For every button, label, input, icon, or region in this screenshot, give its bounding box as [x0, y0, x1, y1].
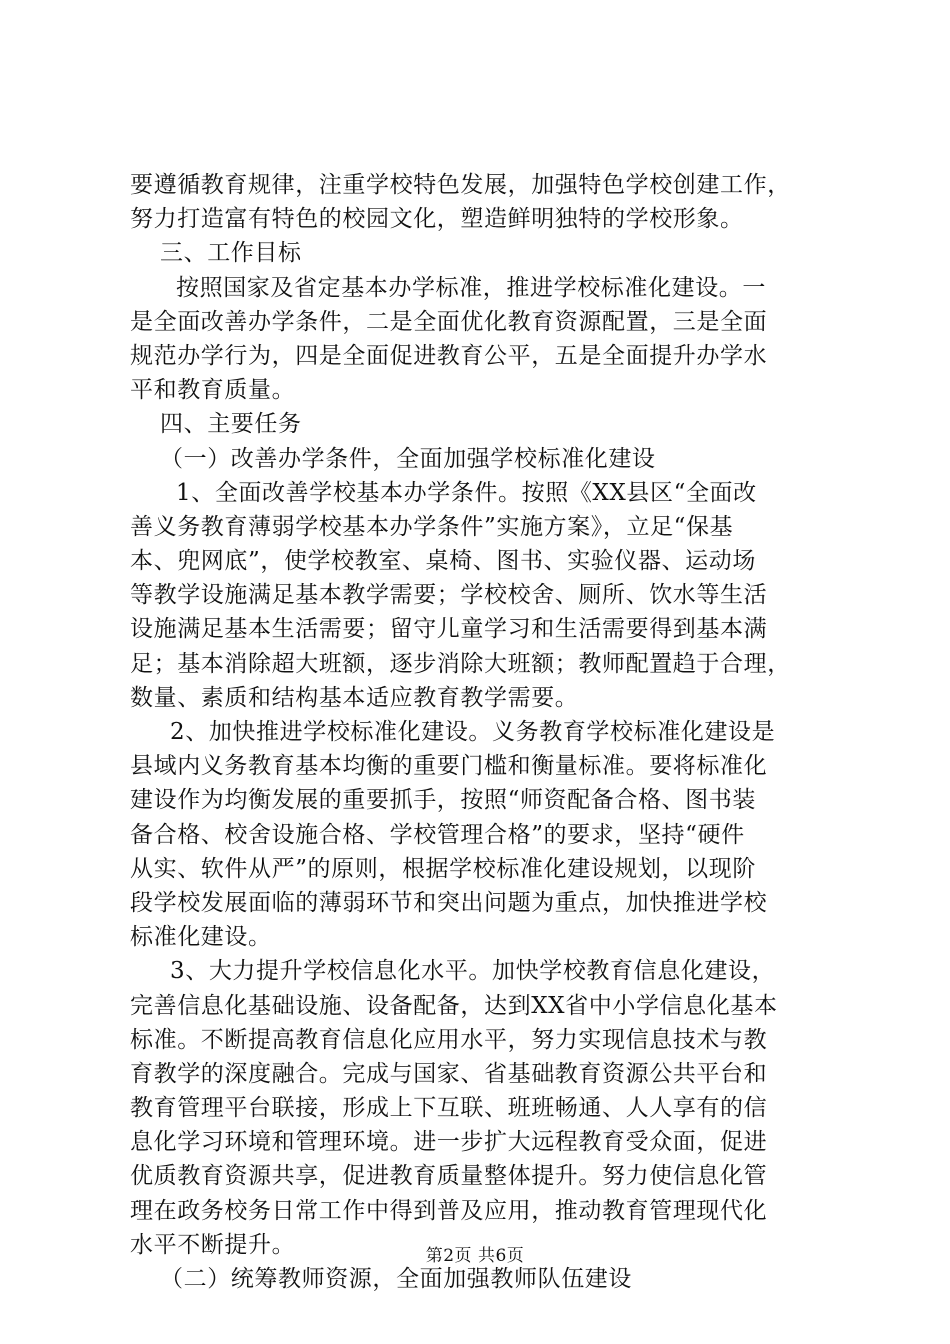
subsection-heading: （一）改善办学条件，全面加强学校标准化建设 [160, 445, 656, 472]
body-line: 标准。不断提高教育信息化应用水平，努力实现信息技术与教 [130, 1026, 768, 1053]
body-line: 从实、软件从严”的原则，根据学校标准化建设规划，以现阶 [130, 855, 756, 882]
body-line: 段学校发展面临的薄弱环节和突出问题为重点，加快推进学校 [130, 889, 768, 916]
body-line: 育教学的深度融合。完成与国家、省基础教育资源公共平台和 [130, 1060, 768, 1087]
body-line: 标准化建设。 [130, 924, 272, 951]
section-heading: 三、工作目标 [160, 240, 302, 267]
body-line: 县域内义务教育基本均衡的重要门槛和衡量标准。要将标准化 [130, 753, 768, 780]
section-heading: 四、主要任务 [160, 411, 302, 438]
body-line: 足；基本消除超大班额，逐步消除大班额；教师配置趋于合理， [130, 650, 791, 677]
body-line: 备合格、校舍设施合格、学校管理合格”的要求，坚持“硬件 [130, 821, 745, 848]
body-line: 建设作为均衡发展的重要抓手，按照“师资配备合格、图书装 [130, 787, 756, 814]
body-line: 平和教育质量。 [130, 377, 296, 404]
body-line: 是全面改善办学条件，二是全面优化教育资源配置，三是全面 [130, 308, 768, 335]
body-line: 数量、素质和结构基本适应教育教学需要。 [130, 684, 579, 711]
body-line: 教育管理平台联接，形成上下互联、班班畅通、人人享有的信 [130, 1095, 768, 1122]
body-line: 水平不断提升。 [130, 1231, 296, 1258]
body-line: 理在政务校务日常工作中得到普及应用，推动教育管理现代化 [130, 1197, 768, 1224]
body-line: 优质教育资源共享，促进教育质量整体提升。努力使信息化管 [130, 1163, 768, 1190]
body-line: 息化学习环境和管理环境。进一步扩大远程教育受众面，促进 [130, 1129, 768, 1156]
body-line: 努力打造富有特色的校园文化，塑造鲜明独特的学校形象。 [130, 206, 744, 233]
document-body [130, 168, 830, 1296]
paragraph-start: 1、全面改善学校基本办学条件。按照《XX县区“全面改 [176, 479, 757, 506]
body-line: 要遵循教育规律，注重学校特色发展，加强特色学校创建工作， [130, 172, 791, 198]
body-line: 善义务教育薄弱学校基本办学条件”实施方案》，立足“保基 [130, 513, 734, 540]
paragraph-start: 按照国家及省定基本办学标准，推进学校标准化建设。一 [176, 274, 766, 301]
subsection-heading: （二）统筹教师资源，全面加强教师队伍建设 [160, 1266, 632, 1292]
body-line: 设施满足基本生活需要；留守儿童学习和生活需要得到基本满 [130, 616, 768, 643]
body-line: 规范办学行为，四是全面促进教育公平，五是全面提升办学水 [130, 342, 768, 369]
page-number-footer: 第2页 共6页 [425, 1246, 525, 1266]
body-line: 本、兜网底”，使学校教室、桌椅、图书、实验仪器、运动场 [130, 548, 756, 575]
paragraph-start: 2、加快推进学校标准化建设。义务教育学校标准化建设是 [170, 719, 776, 745]
body-line: 完善信息化基础设施、设备配备，达到XX省中小学信息化基本 [130, 992, 778, 1019]
body-line: 等教学设施满足基本教学需要；学校校舍、厕所、饮水等生活 [130, 582, 768, 609]
paragraph-start: 3、大力提升学校信息化水平。加快学校教育信息化建设， [170, 958, 776, 985]
